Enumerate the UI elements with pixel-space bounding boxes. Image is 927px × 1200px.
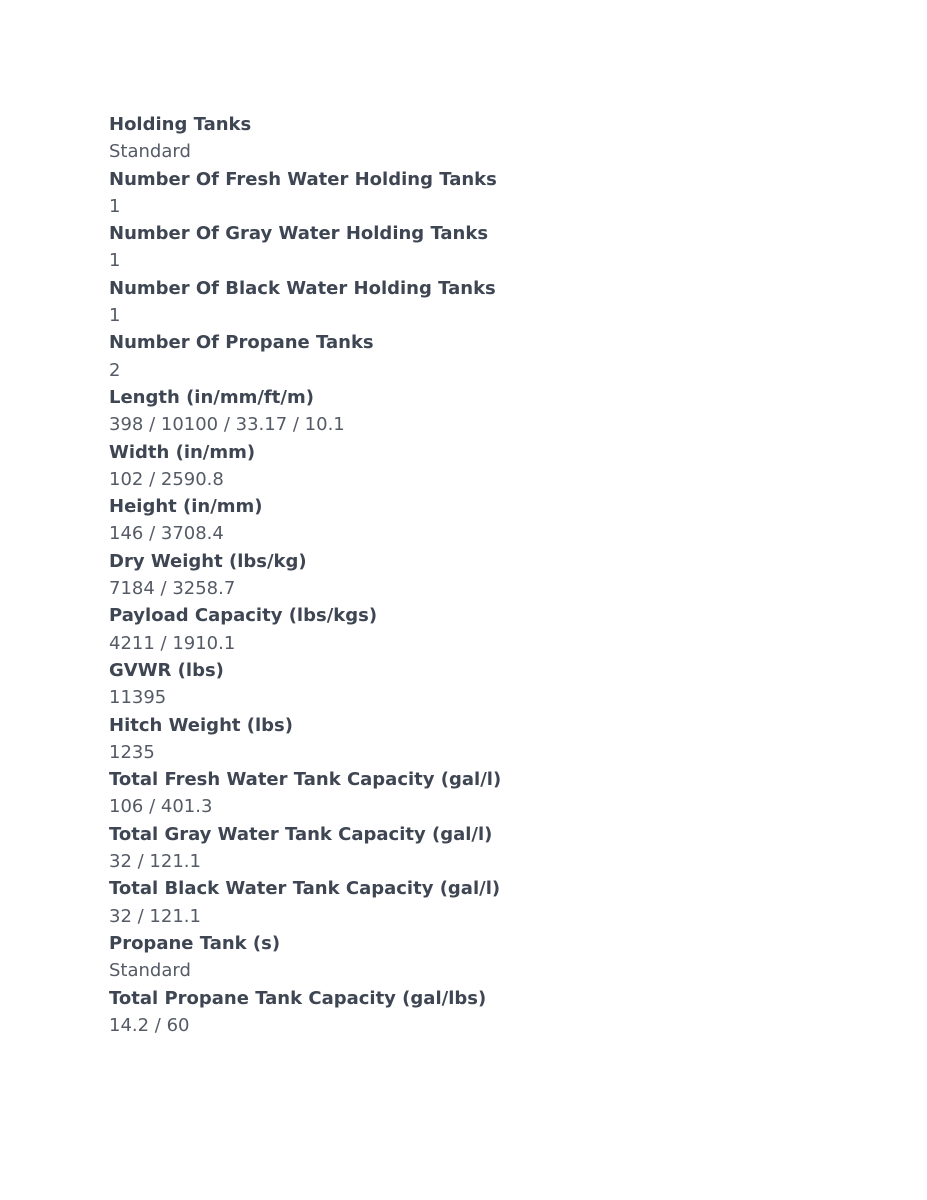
- spec-item: [109, 875, 809, 930]
- spec-item: [109, 821, 809, 876]
- spec-label: Number Of Propane Tanks: [109, 332, 374, 354]
- spec-label: Number Of Gray Water Holding Tanks: [109, 223, 489, 245]
- spec-label: Holding Tanks: [109, 114, 252, 135]
- spec-label: Total Fresh Water Tank Capacity (gal/l): [109, 769, 502, 791]
- spec-value: 2: [109, 359, 121, 381]
- spec-label: Number Of Fresh Water Holding Tanks: [109, 168, 497, 190]
- spec-value: 146 / 3708.4: [109, 523, 224, 545]
- spec-label: Hitch Weight (lbs): [109, 714, 293, 736]
- spec-item: [109, 220, 809, 275]
- spec-item: [109, 111, 809, 166]
- spec-value: Standard: [109, 141, 191, 163]
- spec-label: Dry Weight (lbs/kg): [109, 550, 307, 572]
- spec-value: 14.2 / 60: [109, 1014, 190, 1036]
- spec-value: 1: [109, 195, 121, 217]
- spec-value: 106 / 401.3: [109, 796, 213, 818]
- spec-value: 1: [109, 250, 121, 272]
- spec-item: [109, 985, 809, 1040]
- spec-label: Length (in/mm/ft/m): [109, 386, 314, 408]
- spec-value: 1235: [109, 741, 155, 763]
- spec-label: Number Of Black Water Holding Tanks: [109, 277, 496, 299]
- spec-label: Total Black Water Tank Capacity (gal/l): [109, 878, 501, 900]
- spec-item: [109, 657, 809, 712]
- spec-value: 398 / 10100 / 33.17 / 10.1: [109, 414, 345, 436]
- spec-value: 11395: [109, 687, 167, 709]
- spec-value: 1: [109, 305, 121, 327]
- spec-item: [109, 439, 809, 494]
- spec-label: Height (in/mm): [109, 496, 263, 518]
- spec-item: [109, 384, 809, 439]
- spec-item: [109, 275, 809, 330]
- spec-list: [109, 111, 809, 1039]
- spec-label: Propane Tank (s): [109, 932, 281, 954]
- spec-label: GVWR (lbs): [109, 659, 224, 681]
- spec-item: [109, 493, 809, 548]
- spec-item: [109, 548, 809, 603]
- spec-value: 7184 / 3258.7: [109, 578, 236, 600]
- spec-value: Standard: [109, 960, 191, 982]
- spec-value: 32 / 121.1: [109, 905, 201, 927]
- spec-item: [109, 329, 809, 384]
- spec-value: 32 / 121.1: [109, 851, 201, 873]
- spec-value: 4211 / 1910.1: [109, 632, 236, 654]
- spec-item: [109, 712, 809, 767]
- spec-item: [109, 166, 809, 221]
- spec-label: Total Propane Tank Capacity (gal/lbs): [109, 987, 487, 1009]
- spec-value: 102 / 2590.8: [109, 468, 224, 490]
- spec-item: [109, 602, 809, 657]
- spec-item: [109, 930, 809, 985]
- spec-label: Payload Capacity (lbs/kgs): [109, 605, 378, 627]
- spec-label: Width (in/mm): [109, 441, 256, 463]
- spec-label: Total Gray Water Tank Capacity (gal/l): [109, 823, 493, 845]
- spec-item: [109, 766, 809, 821]
